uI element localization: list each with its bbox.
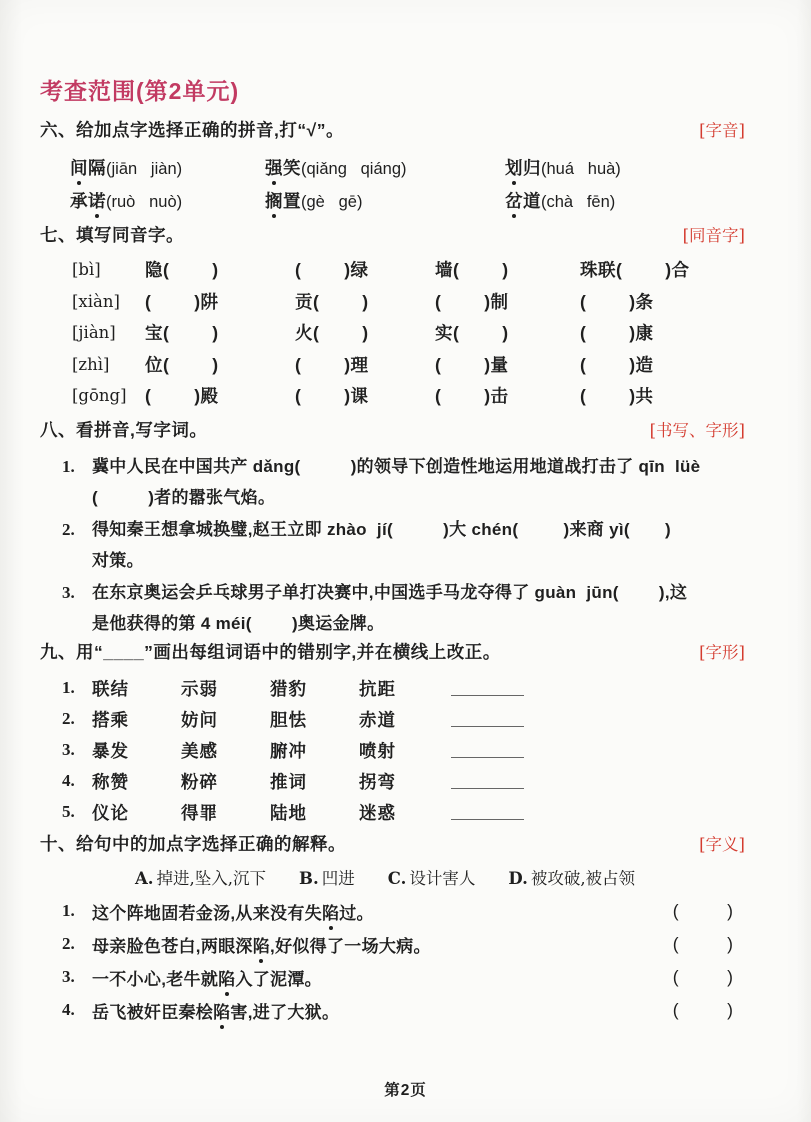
sentence: 岳飞被奸臣秦桧陷害,进了大狱。 <box>92 1002 340 1022</box>
item-lines <box>92 577 745 640</box>
section-pinyin-choice <box>40 118 745 217</box>
typo-row <box>62 735 745 766</box>
dotted-char: 陷 <box>321 903 340 923</box>
option-key: B. <box>299 868 319 888</box>
homophone-row <box>72 380 745 412</box>
fill-blank-cell: ( )殿 <box>145 386 219 407</box>
item-line: ( )者的嚣张气焰。 <box>92 488 276 507</box>
homophone-row <box>72 254 745 286</box>
section-9-header <box>40 640 745 665</box>
homophone-row <box>72 286 745 318</box>
item-line: 对策。 <box>92 551 144 570</box>
item-number: 2. <box>62 934 75 953</box>
section-6-header <box>40 118 745 143</box>
section-6-tag: [字音] <box>699 121 745 140</box>
typo-row <box>62 766 745 797</box>
candidate-word: 喷射 <box>359 740 396 761</box>
section-10-heading: 十、给句中的加点字选择正确的解释。 <box>40 833 346 854</box>
dictation-item <box>62 514 745 577</box>
section-6-rows <box>70 151 745 217</box>
pinyin-choice-entry <box>70 188 265 213</box>
candidate-word: 暴发 <box>92 740 129 761</box>
pinyin-options: (huá huà) <box>541 160 621 178</box>
word-with-dot: 强笑 <box>265 158 301 178</box>
fill-blank-cell: 珠联( )合 <box>580 260 690 281</box>
fill-blank-cell: ( )造 <box>580 354 654 375</box>
candidate-word: 得罪 <box>181 802 218 823</box>
fill-blank-cell: 墙( ) <box>435 260 509 281</box>
pinyin-choice-row <box>70 184 745 217</box>
section-homophones <box>40 223 745 412</box>
dotted-char: 诺 <box>88 191 106 211</box>
sentence-row <box>62 928 745 961</box>
candidate-word: 称赞 <box>92 771 129 792</box>
item-line: 是他获得的第 4 méi( )奥运金牌。 <box>92 614 385 633</box>
candidate-word: 妨问 <box>181 709 218 730</box>
section-7-header <box>40 223 745 248</box>
item-number: 4. <box>62 1000 75 1019</box>
homophone-row <box>72 349 745 381</box>
candidate-word: 示弱 <box>181 678 218 699</box>
section-7-tag: [同音字] <box>682 226 745 245</box>
fill-blank-cell: ( )绿 <box>295 260 369 281</box>
fill-blank-cell: ( )康 <box>580 323 654 344</box>
fill-blank-cell: ( )制 <box>435 291 509 312</box>
correction-line <box>451 757 524 758</box>
correction-line <box>451 726 524 727</box>
item-number: 1. <box>62 456 75 476</box>
pinyin-choice-entry <box>265 188 505 213</box>
section-7-heading: 七、填写同音字。 <box>40 225 184 245</box>
section-8-items <box>62 451 745 640</box>
candidate-word: 胆怯 <box>270 709 307 730</box>
fill-blank-cell: 宝( ) <box>145 323 219 344</box>
definition-option <box>135 865 266 889</box>
item-number: 5. <box>62 802 75 821</box>
word-with-dot: 岔道 <box>505 191 541 211</box>
section-word-meaning <box>40 832 745 1027</box>
section-9-tag: [字形] <box>699 642 745 662</box>
pinyin-label: [bì] <box>72 260 101 280</box>
sentence: 母亲脸色苍白,两眼深陷,好似得了一场大病。 <box>92 936 431 956</box>
section-7-rows <box>72 254 745 412</box>
answer-blank: ( ) <box>672 933 733 954</box>
item-number: 3. <box>62 967 75 986</box>
fill-blank-cell: 贡( ) <box>295 291 369 312</box>
word-with-dot: 承诺 <box>70 191 106 211</box>
candidate-word: 仪论 <box>92 802 129 823</box>
pinyin-label: [zhì] <box>72 354 110 374</box>
word-with-dot: 间隔 <box>70 158 106 178</box>
candidate-word: 推词 <box>270 771 307 792</box>
option-key: C. <box>387 868 407 888</box>
word-with-dot: 搁置 <box>265 191 301 211</box>
dotted-char: 搁 <box>265 191 283 211</box>
dotted-char: 强 <box>265 158 283 178</box>
option-key: A. <box>135 868 154 888</box>
candidate-word: 抗距 <box>359 678 396 699</box>
section-9-rows <box>62 673 745 828</box>
definition-option <box>388 865 476 889</box>
dotted-char: 岔 <box>505 191 523 211</box>
definition-option <box>299 865 355 889</box>
pinyin-label: [xiàn] <box>72 291 120 311</box>
dictation-item <box>62 577 745 640</box>
pinyin-label: [jiàn] <box>72 323 116 343</box>
candidate-word: 陆地 <box>270 802 307 823</box>
fill-blank-cell: 实( ) <box>435 323 509 344</box>
pinyin-choice-entry <box>265 155 505 180</box>
pinyin-options: (jiān jiàn) <box>106 160 183 178</box>
correction-line <box>451 695 524 696</box>
section-6-heading: 六、给加点字选择正确的拼音,打“√”。 <box>40 120 344 140</box>
pinyin-options: (chà fēn) <box>541 193 616 211</box>
typo-row <box>62 704 745 735</box>
sentence-row <box>62 961 745 994</box>
correction-line <box>451 788 524 789</box>
item-number: 2. <box>62 709 75 728</box>
section-8-header <box>40 418 745 443</box>
section-10-header <box>40 832 745 857</box>
homophone-row <box>72 317 745 349</box>
fill-blank-cell: 隐( ) <box>145 260 219 281</box>
fill-blank-cell: ( )量 <box>435 354 509 375</box>
sentence-row <box>62 895 745 928</box>
fill-blank-cell: ( )阱 <box>145 291 219 312</box>
section-typo-correction <box>40 640 745 828</box>
item-number: 3. <box>62 740 75 759</box>
candidate-word: 迷惑 <box>359 802 396 823</box>
candidate-word: 粉碎 <box>181 771 218 792</box>
section-10-sentences <box>62 895 745 1027</box>
option-text: 凹进 <box>321 868 355 888</box>
dotted-char: 间 <box>70 158 88 178</box>
dotted-char: 陷 <box>213 1002 231 1022</box>
candidate-word: 赤道 <box>359 709 396 730</box>
item-number: 1. <box>62 678 75 697</box>
pinyin-options: (qiǎng qiáng) <box>301 160 407 178</box>
fill-blank-cell: ( )课 <box>295 386 369 407</box>
sentence-row <box>62 994 745 1027</box>
answer-blank: ( ) <box>672 900 733 921</box>
item-line: 冀中人民在中国共产 dǎng( )的领导下创造性地运用地道战打击了 qīn lüè <box>92 456 701 476</box>
pinyin-label: [gōng] <box>72 386 127 406</box>
dotted-char: 陷 <box>252 936 271 956</box>
sentence: 一不小心,老牛就陷入了泥潭。 <box>92 969 322 989</box>
item-number: 2. <box>62 519 75 539</box>
page-title: 考查范围(第2单元) <box>40 78 240 104</box>
option-text: 被攻破,被占领 <box>530 868 636 888</box>
section-8-tag: [书写、字形] <box>649 420 745 440</box>
answer-blank: ( ) <box>672 999 733 1020</box>
item-lines <box>92 451 745 514</box>
pinyin-choice-entry <box>505 155 745 180</box>
section-9-heading: 九、用“____”画出每组词语中的错别字,并在横线上改正。 <box>40 641 501 662</box>
word-with-dot: 划归 <box>505 158 541 178</box>
option-key: D. <box>508 868 528 888</box>
fill-blank-cell: 位( ) <box>145 354 219 375</box>
typo-row <box>62 797 745 828</box>
item-line: 在东京奥运会乒乓球男子单打决赛中,中国选手马龙夺得了 guàn jūn( ),这 <box>92 582 688 602</box>
section-10-tag: [字义] <box>699 834 745 854</box>
candidate-word: 腑冲 <box>270 740 307 761</box>
section-dictation <box>40 418 745 640</box>
fill-blank-cell: ( )共 <box>580 386 654 407</box>
dotted-char: 划 <box>505 158 523 178</box>
candidate-word: 联结 <box>92 678 129 699</box>
typo-row <box>62 673 745 704</box>
fill-blank-cell: ( )击 <box>435 386 509 407</box>
pinyin-choice-row <box>70 151 745 184</box>
pinyin-choice-entry <box>505 188 745 213</box>
candidate-word: 拐弯 <box>359 771 396 792</box>
candidate-word: 美感 <box>181 740 218 761</box>
item-number: 4. <box>62 771 75 790</box>
fill-blank-cell: ( )条 <box>580 291 654 312</box>
item-number: 1. <box>62 901 75 920</box>
section-8-heading: 八、看拼音,写字词。 <box>40 419 208 440</box>
pinyin-options: (ruò nuò) <box>106 193 183 211</box>
pinyin-choice-entry <box>70 155 265 180</box>
candidate-word: 猎豹 <box>270 678 307 699</box>
dictation-item <box>62 451 745 514</box>
dotted-char: 陷 <box>218 969 236 989</box>
page-footer <box>0 1078 811 1100</box>
candidate-word: 搭乘 <box>92 709 129 730</box>
page-number: 第2页 <box>384 1082 427 1099</box>
pinyin-options: (gè gē) <box>301 193 363 211</box>
section-10-options <box>135 863 745 891</box>
definition-option <box>508 865 635 889</box>
sentence: 这个阵地固若金汤,从来没有失陷过。 <box>92 903 374 923</box>
correction-line <box>451 819 524 820</box>
item-line: 得知秦王想拿城换璧,赵王立即 zhào jí( )大 chén( )来商 yì( ) <box>92 519 671 539</box>
answer-blank: ( ) <box>672 966 733 987</box>
option-text: 设计害人 <box>409 868 476 888</box>
fill-blank-cell: 火( ) <box>295 323 369 344</box>
option-text: 掉进,坠入,沉下 <box>156 868 267 888</box>
item-lines <box>92 514 745 577</box>
item-number: 3. <box>62 582 75 602</box>
fill-blank-cell: ( )理 <box>295 354 369 375</box>
